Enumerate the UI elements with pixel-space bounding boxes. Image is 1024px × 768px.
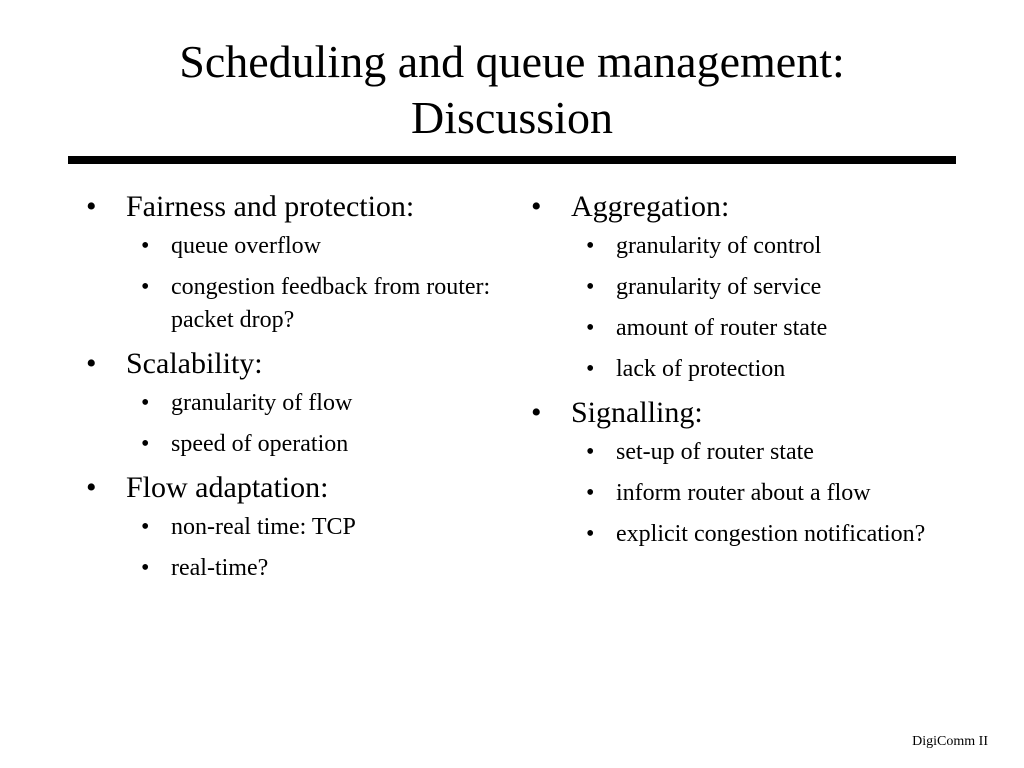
footer-label: DigiComm II [912, 734, 988, 749]
bullet-icon: • [531, 396, 542, 429]
sub-item-text: inform router about a flow [616, 480, 871, 506]
bullet-icon: • [586, 480, 595, 506]
sub-item [86, 428, 501, 461]
right-column [531, 188, 951, 559]
bullet-icon: • [586, 315, 595, 341]
bullet-icon: • [141, 431, 150, 457]
bullet-icon: • [86, 471, 97, 504]
sub-item-text: lack of protection [616, 356, 786, 382]
bullet-icon: • [141, 233, 150, 259]
sub-item [531, 271, 946, 304]
sub-item [86, 387, 501, 420]
topic-label: Signalling: [571, 396, 703, 429]
title-line-1: Scheduling and queue management: [179, 36, 845, 87]
slide-title [0, 34, 1024, 146]
sub-item-text: granularity of flow [171, 390, 353, 416]
sub-item-text: granularity of control [616, 233, 822, 259]
bullet-icon: • [141, 514, 150, 540]
left-column [86, 188, 506, 593]
bullet-icon: • [531, 190, 542, 223]
sub-item [531, 353, 946, 386]
bullet-icon: • [586, 521, 595, 547]
title-line-2: Discussion [411, 92, 613, 143]
sub-item [531, 477, 946, 510]
sub-item-text: granularity of service [616, 274, 822, 300]
topic-signalling [531, 394, 951, 551]
sub-item-text: real-time? [171, 555, 269, 581]
sub-item [531, 312, 946, 345]
bullet-icon: • [86, 347, 97, 380]
sub-item-text: amount of router state [616, 315, 828, 341]
sub-item-text: set-up of router state [616, 439, 814, 465]
bullet-icon: • [141, 274, 150, 300]
bullet-icon: • [586, 356, 595, 382]
topic-heading [531, 394, 951, 432]
bullet-icon: • [586, 233, 595, 259]
sub-item [86, 552, 501, 585]
topic-label: Aggregation: [571, 190, 730, 223]
topic-heading [531, 188, 951, 226]
bullet-icon: • [586, 439, 595, 465]
sub-item [531, 230, 946, 263]
bullet-icon: • [586, 274, 595, 300]
bullet-icon: • [141, 555, 150, 581]
sub-item [86, 511, 501, 544]
title-divider [68, 156, 956, 164]
topic-flow-adaptation [86, 469, 506, 585]
topic-heading [86, 469, 506, 507]
topic-scalability [86, 345, 506, 461]
sub-item-text: explicit congestion notification? [616, 521, 926, 547]
sub-item-text: speed of operation [171, 431, 349, 457]
topic-label: Flow adaptation: [126, 471, 329, 504]
sub-item [86, 230, 501, 263]
sub-item [531, 518, 946, 551]
sub-item-text: non-real time: TCP [171, 514, 356, 540]
sub-item-text: queue overflow [171, 233, 321, 259]
sub-item [86, 271, 501, 337]
bullet-icon: • [141, 390, 150, 416]
sub-item [531, 436, 946, 469]
topic-label: Fairness and protection: [126, 190, 415, 223]
topic-heading [86, 345, 506, 383]
sub-item-text: congestion feedback from router: packet drop? [171, 274, 491, 333]
topic-label: Scalability: [126, 347, 263, 380]
topic-fairness [86, 188, 506, 337]
topic-heading [86, 188, 506, 226]
topic-aggregation [531, 188, 951, 386]
bullet-icon: • [86, 190, 97, 223]
